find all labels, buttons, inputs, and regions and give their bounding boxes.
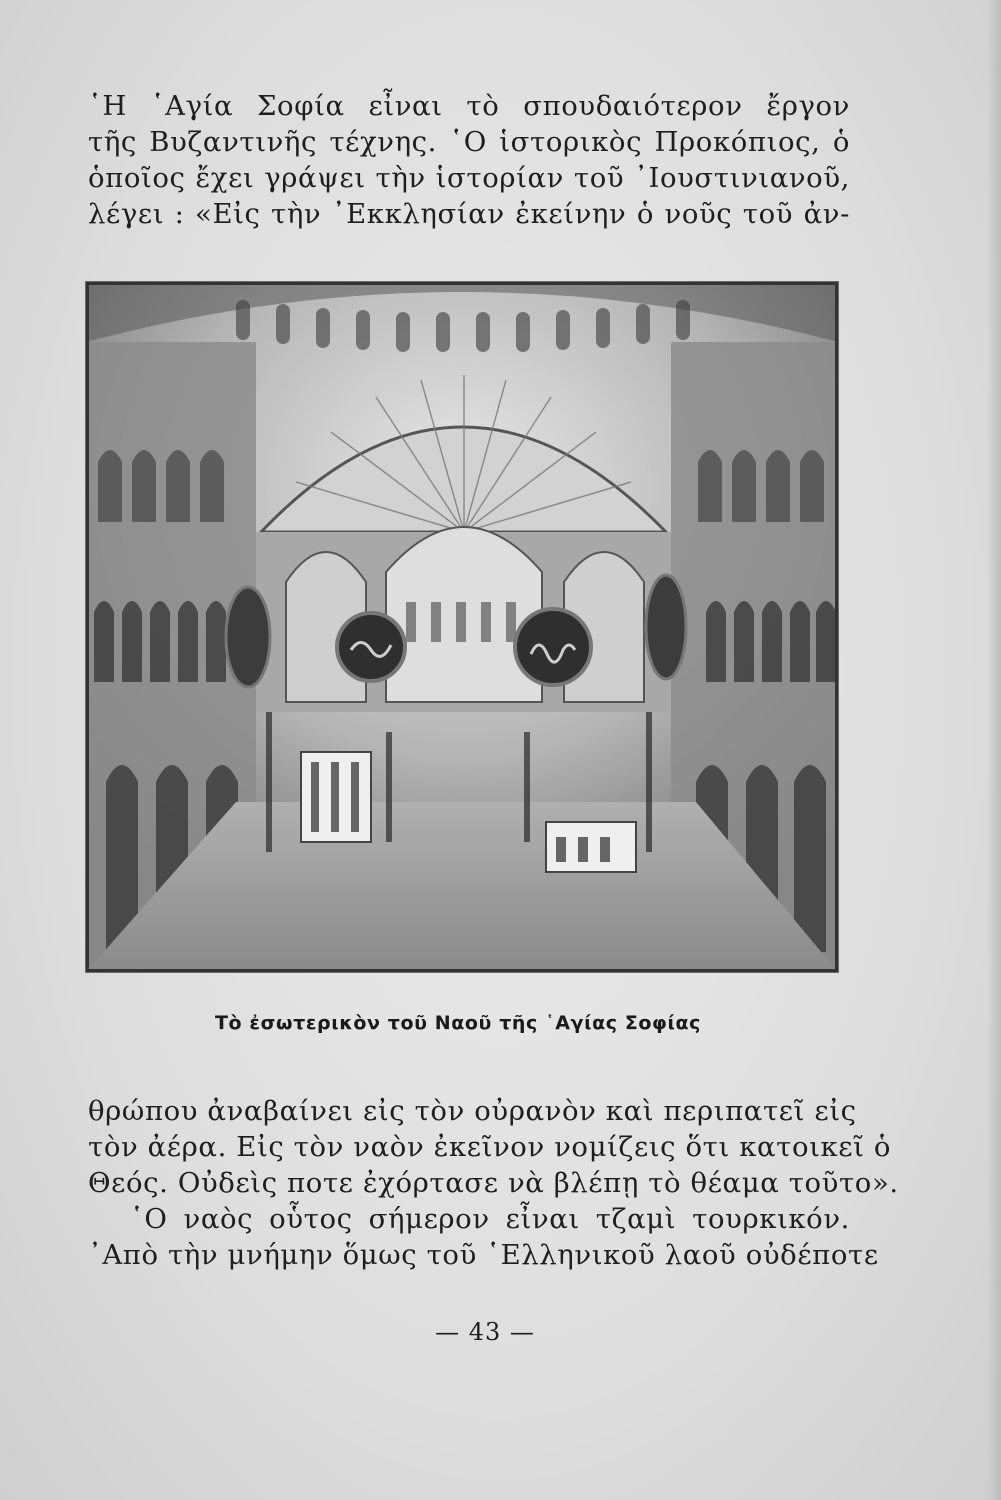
page-number: — 43 — (435, 1318, 535, 1346)
interior-illustration (86, 282, 838, 972)
top-paragraph (88, 88, 850, 232)
figure-caption: Τὸ ἐσωτερικὸν τοῦ Ναοῦ τῆς ῾Αγίας Σοφίας (215, 1012, 702, 1034)
roundel-left (337, 613, 405, 681)
text-line: ᾿Απὸ τὴν μνήμην ὅμως τοῦ ῾Ελληνικοῦ λαοῦ οὐδέποτε (88, 1239, 879, 1271)
text-line: ὁποῖος ἔχει γράψει τὴν ἱστορίαν τοῦ ᾿Ιουστινιανοῦ, (88, 162, 850, 194)
text-line: θρώπου ἀναβαίνει εἰς τὸν οὐρανὸν καὶ περιπατεῖ εἰς (88, 1095, 857, 1127)
page-edge-shadow (987, 0, 1001, 1500)
bottom-paragraph (88, 1093, 899, 1273)
hagia-sophia-interior-photo (86, 282, 838, 972)
text-line: λέγει : «Εἰς τὴν ᾿Εκκλησίαν ἐκείνην ὁ νοῦς τοῦ ἀν- (88, 198, 850, 230)
text-line: τῆς Βυζαντινῆς τέχνης. ῾Ο ἱστορικὸς Προκόπιος, ὁ (88, 126, 850, 158)
text-line: Θεός. Οὐδεὶς ποτε ἐχόρτασε νὰ βλέπῃ τὸ θέαμα τοῦτο». (88, 1167, 899, 1199)
text-line: τὸν ἀέρα. Εἰς τὸν ναὸν ἐκεῖνον νομίζεις ὅτι κατοικεῖ ὁ (88, 1131, 892, 1163)
roundel-right (515, 609, 591, 685)
text-line: ῾Η ῾Αγία Σοφία εἶναι τὸ σπουδαιότερον ἔργον (88, 90, 850, 122)
text-line: ῾Ο ναὸς οὗτος σήμερον εἶναι τζαμὶ τουρκικόν. (130, 1203, 850, 1235)
